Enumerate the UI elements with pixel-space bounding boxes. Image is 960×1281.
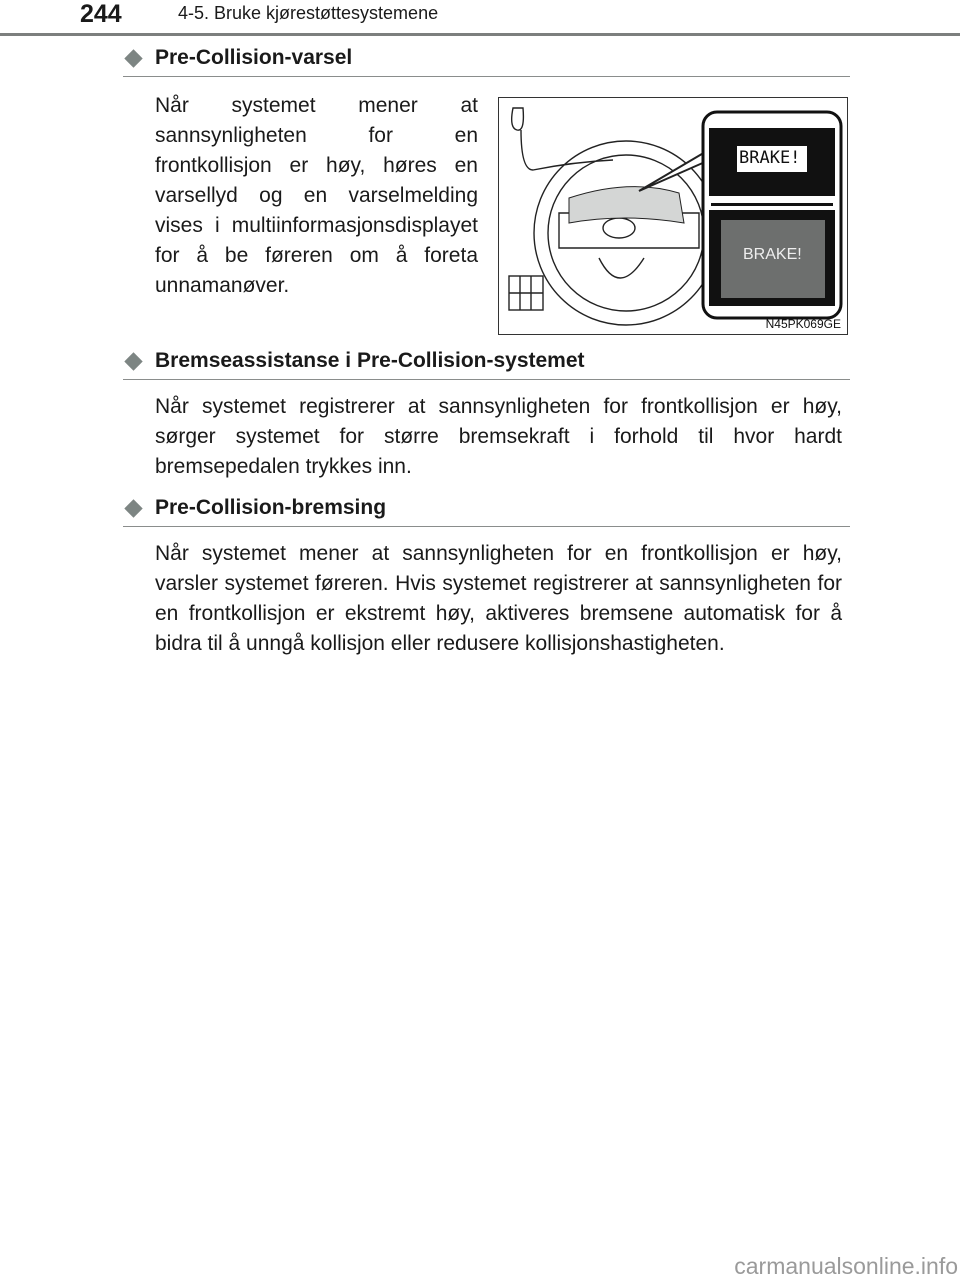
heading-pre-collision-warning: Pre-Collision-varsel: [123, 46, 850, 77]
dashboard-drawing: [499, 98, 848, 335]
display-message-bottom: BRAKE!: [743, 246, 802, 263]
diamond-icon: [124, 49, 142, 67]
heading-pre-collision-braking: Pre-Collision-bremsing: [123, 496, 850, 527]
paragraph: Når systemet registrerer at sannsynligheten for frontkollisjon er høy, sørger systemet for større bremsekraft i forhold til hvor hardt bremsepedalen trykkes inn.: [155, 395, 842, 478]
paragraph: Når systemet mener at sannsynligheten for en frontkollisjon er høy, varsler systemet føreren. Hvis systemet registrerer at sannsynligheten for en frontkollisjon er ekstremt høy, aktiveres bremsene automatisk for å bidra til å unngå kollisjon eller redusere kollisjonshastigheten.: [155, 542, 842, 655]
heading-brake-assist: Bremseassistanse i Pre-Collision-systemet: [123, 349, 850, 380]
display-message-top: BRAKE!: [739, 148, 801, 168]
section-title: 4-5. Bruke kjørestøttesystemene: [178, 3, 439, 23]
page-number: 244: [80, 0, 122, 28]
header-rule: [0, 33, 960, 36]
watermark: carmanualsonline.info: [734, 1253, 958, 1279]
diamond-icon: [124, 352, 142, 370]
paragraph: Når systemet mener at sannsynligheten for en frontkollisjon er høy, høres en varsellyd og en varselmelding vises i multiinformasjonsdisplayet for å be føreren om å foreta unnamanøver.: [155, 94, 478, 297]
steering-wheel-illustration: [498, 97, 848, 335]
figure-code: N45PK069GE: [765, 317, 841, 331]
diamond-icon: [124, 499, 142, 517]
